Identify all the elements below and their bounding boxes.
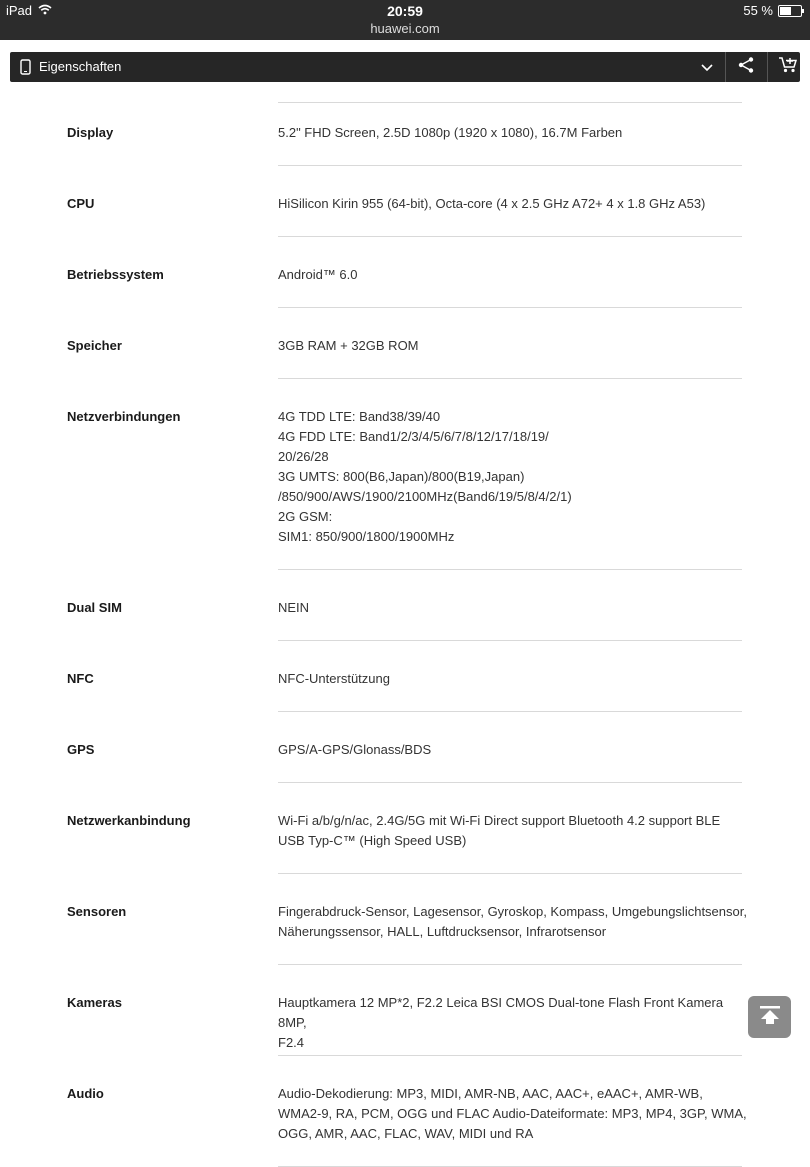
page-content <box>0 40 810 1141</box>
sticky-header[interactable] <box>10 52 800 82</box>
divider <box>278 165 742 166</box>
spec-value: Wi-Fi a/b/g/n/ac, 2.4G/5G mit Wi-Fi Direct support Bluetooth 4.2 support BLE USB Typ-C™ (High Speed USB) <box>278 813 721 848</box>
spec-value: NFC-Unterstützung <box>278 671 390 686</box>
spec-label: Display <box>67 125 114 140</box>
back-to-top-button[interactable] <box>748 996 791 1038</box>
back-to-top-icon <box>759 1005 781 1030</box>
sticky-title: Eigenschaften <box>39 59 122 74</box>
divider <box>278 873 742 874</box>
divider <box>278 964 742 965</box>
spec-value: Hauptkamera 12 MP*2, F2.2 Leica BSI CMOS Dual-tone Flash Front Kamera 8MP, F2.4 <box>278 995 724 1050</box>
phone-icon <box>20 59 31 80</box>
share-button[interactable] <box>726 52 766 82</box>
divider <box>278 378 742 379</box>
divider <box>278 569 742 570</box>
spec-label: Betriebssystem <box>67 267 164 282</box>
status-right <box>743 3 802 18</box>
divider <box>278 307 742 308</box>
spec-label: Sensoren <box>67 904 127 919</box>
divider <box>278 640 742 641</box>
spec-value: Audio-Dekodierung: MP3, MIDI, AMR-NB, AAC, AAC+, eAAC+, AMR-WB, WMA2-9, RA, PCM, OGG und FLAC Audio-Dateiformate: MP3, MP4, 3GP, WMA, OGG, AMR, AAC, FLAC, WAV, MIDI und RA <box>278 1086 747 1141</box>
spec-value: Fingerabdruck-Sensor, Lagesensor, Gyroskop, Kompass, Umgebungslichtsensor, Näherungssensor, HALL, Luftdrucksensor, Infrarotsensor <box>278 904 747 939</box>
spec-label: Audio <box>67 1086 104 1101</box>
device-name: iPad <box>6 3 33 18</box>
spec-label: CPU <box>67 196 95 211</box>
divider <box>278 711 742 712</box>
divider <box>278 102 742 103</box>
share-icon <box>737 56 755 79</box>
spec-label: Netzwerkanbindung <box>67 813 191 828</box>
spec-label: Kameras <box>67 995 122 1010</box>
spec-value: 4G TDD LTE: Band38/39/40 4G FDD LTE: Band1/2/3/4/5/6/7/8/12/17/18/19/ 20/26/28 3G UMTS: 800(B6,Japan)/800(B19,Japan) /850/900/AWS/1900/2100MHz(Band6/19/5/8/4/2/1) 2G GSM: SIM1: 850/900/1800/1900MHz <box>278 409 572 544</box>
status-time: 20:59 <box>387 3 423 19</box>
battery-percent: 55 % <box>743 3 773 18</box>
spec-label: Speicher <box>67 338 122 353</box>
spec-label: Netzverbindungen <box>67 409 181 424</box>
cart-button[interactable] <box>768 52 808 82</box>
spec-label: NFC <box>67 671 94 686</box>
divider <box>278 782 742 783</box>
spec-value: HiSilicon Kirin 955 (64-bit), Octa-core (4 x 2.5 GHz A72+ 4 x 1.8 GHz A53) <box>278 196 706 211</box>
spec-value: GPS/A-GPS/Glonass/BDS <box>278 742 432 757</box>
spec-value: 3GB RAM + 32GB ROM <box>278 338 419 353</box>
battery-icon <box>778 5 802 17</box>
battery-level <box>780 7 791 15</box>
spec-label: Dual SIM <box>67 600 122 615</box>
spec-value: Android™ 6.0 <box>278 267 358 282</box>
chevron-down-icon[interactable] <box>700 60 714 78</box>
divider <box>278 236 742 237</box>
spec-label: GPS <box>67 742 95 757</box>
status-bar <box>0 0 810 40</box>
divider <box>278 1055 742 1056</box>
url-bar[interactable]: huawei.com <box>370 21 440 36</box>
spec-value: 5.2" FHD Screen, 2.5D 1080p (1920 x 1080), 16.7M Farben <box>278 125 623 140</box>
spec-value: NEIN <box>278 600 310 615</box>
cart-icon <box>778 56 798 79</box>
